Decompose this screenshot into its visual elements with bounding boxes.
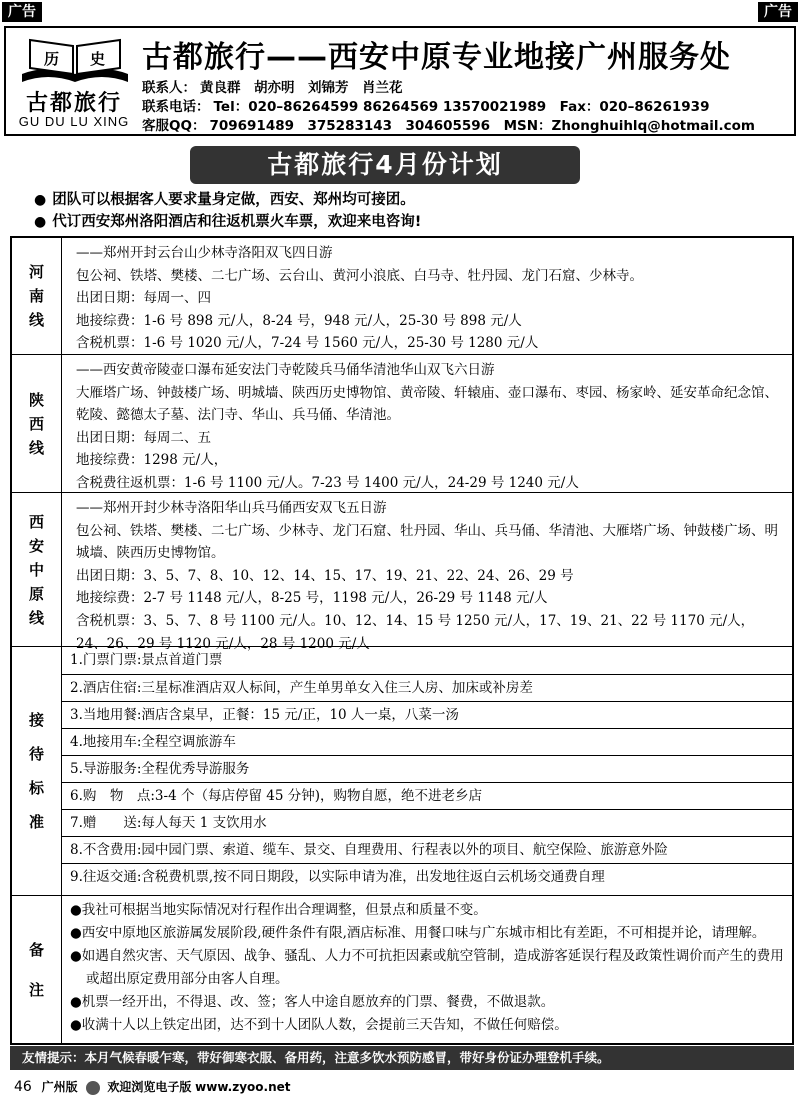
route-xian-zhongyuan (12, 492, 792, 652)
standards-label: 接 待 标 准 (12, 647, 62, 895)
plan-table (10, 236, 794, 1045)
footer-url[interactable]: www.zyoo.net (195, 1080, 291, 1094)
phone-label: 联系电话： (142, 99, 210, 115)
ad-label-left: 广告 (2, 2, 42, 22)
bullet-dot-icon: ● (34, 214, 47, 230)
remarks-list (62, 896, 792, 1043)
route-airfare: 含税机票：1-6 号 1020 元/人，7-24 号 1560 元/人，25-30 号 1280 元/人 (76, 335, 539, 352)
route-airfare: 含税费往返机票：1-6 号 1100 元/人。7-23 号 1400 元/人，24-29 号 1240 元/人 (76, 474, 579, 491)
route-label: 陕 西 线 (12, 355, 62, 492)
qq-line (142, 114, 755, 134)
standard-item: 6.购 物 点:3-4 个（每店停留 45 分钟)，购物自愿，绝不进老乡店 (62, 782, 792, 809)
ad-label-right: 广告 (758, 2, 798, 22)
route-dates: 出团日期：每周一、四 (76, 290, 211, 307)
intro-bullets (34, 189, 421, 233)
route-sights: 包公祠、铁塔、樊楼、二七广场、少林寺、龙门石窟、牡丹园、华山、兵马俑、华清池、大雁塔广场、钟鼓楼广场、明城墙、陕西历史博物馆。 (76, 522, 778, 562)
standard-item: 9.往返交通:含税费机票,按不同日期段，以实际申请为准，出发地往返白云机场交通费自理 (62, 863, 792, 890)
logo-name: 古都旅行 (25, 91, 122, 116)
route-local-fee: 地接综费：2-7 号 1148 元/人，8-25 号，1198 元/人，26-29 号 1148 元/人 (76, 590, 548, 607)
route-local-fee: 地接综费：1298 元/人， (76, 452, 228, 469)
bullet-dot-icon: ● (34, 192, 47, 208)
intro-bullet (34, 211, 421, 233)
advert-header (4, 26, 796, 136)
route-name: ——西安黄帝陵壶口瀑布延安法门寺乾陵兵马俑华清池华山双飞六日游 (76, 362, 495, 378)
standard-item: 2.酒店住宿:三星标准酒店双人标间，产生单男单女入住三人房、加床或补房差 (62, 674, 792, 701)
remark-item: ●机票一经开出，不得退、改、签；客人中途自愿放弃的门票、餐费，不做退款。 (70, 994, 555, 1010)
book-logo-icon (18, 34, 132, 86)
remark-item: ●如遇自然灾害、天气原因、战争、骚乱、人力不可抗拒因素或航空管制，造成游客延误行程及政策性调价而产生的费用或超出原定费用部分由客人自理。 (70, 948, 784, 987)
remark-item: ●西安中原地区旅游属发展阶段,硬件条件有限,酒店标准、用餐口味与广东城市相比有差距，不可相提并论，请理解。 (70, 925, 766, 941)
standard-item: 1.门票门票:景点首道门票 (70, 652, 223, 668)
contact-label: 联系人： (142, 80, 196, 96)
footer-slogan: 欢迎浏览电子版 (107, 1080, 192, 1094)
phone-line (142, 95, 709, 115)
route-details (62, 238, 792, 354)
route-label: 河 南 线 (12, 238, 62, 354)
standards-list (62, 647, 792, 895)
route-name: ——郑州开封少林寺洛阳华山兵马俑西安双飞五日游 (76, 500, 387, 516)
header-title: 古都旅行——西安中原专业地接广州服务处 (142, 40, 731, 75)
route-details (62, 493, 792, 652)
qq-numbers: 709691489 375283143 304605596 MSN：Zhonghuihlq@hotmail.com (209, 118, 755, 134)
bullet-text: 团队可以根据客人要求量身定做，西安、郑州均可接团。 (52, 192, 415, 208)
reception-standards (12, 646, 792, 895)
standard-item: 3.当地用餐:酒店含桌早，正餐：15 元/正，10 人一桌，八菜一汤 (62, 701, 792, 728)
standard-item: 7.赠 送:每人每天 1 支饮用水 (62, 809, 792, 836)
route-name: ——郑州开封云台山少林寺洛阳双飞四日游 (76, 245, 333, 261)
plan-title: 古都旅行4月份计划 (190, 146, 580, 184)
page-footer (14, 1078, 291, 1095)
route-airfare: 含税机票：3、5、7、8 号 1100 元/人。10、12、14、15 号 1250 元/人，17、19、21、22 号 1170 元/人，24、26、29 号 1120 元/人，28 号 1200 元/人 (76, 612, 755, 652)
qq-label: 客服QQ： (142, 118, 206, 134)
intro-bullet (34, 189, 421, 211)
logo (12, 32, 136, 132)
edition-label: 广州版 (41, 1080, 78, 1094)
contact-line (142, 76, 403, 96)
route-details (62, 355, 792, 492)
route-local-fee: 地接综费：1-6 号 898 元/人，8-24 号，948 元/人，25-30 号 898 元/人 (76, 312, 522, 329)
page-number: 46 (14, 1079, 32, 1095)
book-char-right: 史 (90, 50, 106, 68)
edition-badge-icon (86, 1081, 100, 1095)
standard-item: 8.不含费用:园中园门票、索道、缆车、景交、自理费用、行程表以外的项目、航空保险、旅游意外险 (62, 836, 792, 863)
standard-item: 5.导游服务:全程优秀导游服务 (62, 755, 792, 782)
contact-names: 黄良群 胡亦明 刘锦芳 肖兰花 (200, 80, 403, 96)
route-sights: 大雁塔广场、钟鼓楼广场、明城墙、陕西历史博物馆、黄帝陵、轩辕庙、壶口瀑布、枣园、杨家岭、延安革命纪念馆、乾陵、懿德太子墓、法门寺、华山、兵马俑、华清池。 (76, 384, 778, 424)
standard-item: 4.地接用车:全程空调旅游车 (62, 728, 792, 755)
remarks-label: 备 注 (12, 896, 62, 1043)
book-char-left: 历 (44, 50, 60, 68)
route-dates: 出团日期：3、5、7、8、10、12、14、15、17、19、21、22、24、26、29 号 (76, 567, 574, 584)
route-dates: 出团日期：每周二、五 (76, 429, 211, 446)
remarks (12, 895, 792, 1043)
logo-pinyin: GU DU LU XING (18, 114, 130, 129)
route-sights: 包公祠、铁塔、樊楼、二七广场、云台山、黄河小浪底、白马寺、牡丹园、龙门石窟、少林寺。 (76, 267, 643, 284)
route-shaanxi (12, 354, 792, 492)
route-henan (12, 238, 792, 354)
remark-item: ●我社可根据当地实际情况对行程作出合理调整，但景点和质量不变。 (70, 902, 487, 918)
remark-item: ●收满十人以上铁定出团，达不到十人团队人数，会提前三天告知，不做任何赔偿。 (70, 1017, 568, 1033)
phone-numbers: Tel：020–86264599 86264569 13570021989 Fax：020–86261939 (213, 99, 710, 115)
bullet-text: 代订西安郑州洛阳酒店和往返机票火车票，欢迎来电咨询! (52, 214, 422, 230)
friendly-tip-banner: 友情提示：本月气候春暖乍寒，带好御寒衣服、备用药，注意多饮水预防感冒，带好身份证办理登机手续。 (10, 1046, 794, 1070)
route-label: 西 安 中 原 线 (12, 493, 62, 646)
